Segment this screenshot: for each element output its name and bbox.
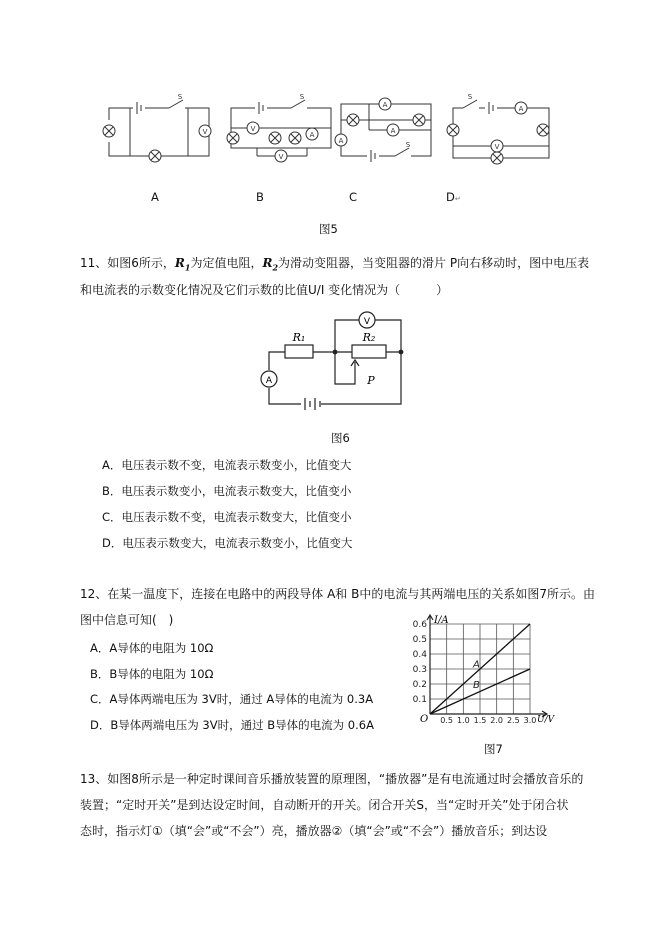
circuit-d (447, 100, 549, 164)
figure-7-chart (410, 612, 560, 724)
q11-r2-sub: 2 (272, 262, 279, 273)
q11-option-d: D．电压表示数变大，电流表示数变小，比值变大 (102, 536, 353, 550)
q12-line-1: 12、在某一温度下，连接在电路中的两段导体 A和 B中的电流与其两端电压的关系如图7所示。由 (80, 587, 595, 601)
q13-line-3: 态时，指示灯①（填“会”或“不会”）亮，播放器②（填“会”或“不会”）播放音乐；到达设 (80, 824, 548, 838)
chart-ylabel: I/A (434, 615, 449, 626)
circuit-b-switch-label: S (299, 93, 305, 101)
circuit-a-switch-label: S (177, 93, 183, 101)
y-tick-label: 0.3 (412, 665, 427, 675)
fig5-caption: 图5 (319, 222, 338, 236)
q11-line-2: 和电流表的示数变化情况及它们示数的比值U/I 变化情况为（ ） (80, 283, 449, 297)
y-tick-label: 0.1 (412, 695, 427, 705)
y-tick-label: 0.5 (412, 635, 427, 645)
circuit-c-ammeter: A (382, 101, 388, 109)
chart-origin: O (420, 714, 429, 724)
q11-line1-mid: 为定值电阻， (190, 256, 263, 270)
q11-line-1 (80, 256, 589, 274)
y-tick-label: 0.4 (412, 650, 427, 660)
circuit-b-ammeter: A (309, 131, 315, 139)
x-tick-label: 2.0 (490, 716, 504, 724)
circuit-c-ammeter-3: A (338, 137, 344, 145)
q13-line-1: 13、如图8所示是一种定时课间音乐播放装置的原理图，“播放器”是有电流通过时会播放音乐的 (80, 772, 584, 786)
circuit-d-voltmeter: V (494, 143, 500, 151)
circuit-a (98, 100, 211, 162)
q11-option-a: A．电压表示数不变，电流表示数变小，比值变大 (102, 458, 352, 472)
fig7-caption: 图7 (484, 742, 503, 756)
circuit-c-switch-label: S (405, 141, 411, 149)
q11-r1 (174, 256, 191, 273)
chart-xlabel: U/V (537, 715, 555, 724)
q11-r1-letter: R (174, 256, 185, 270)
figure-5-circuits (95, 90, 565, 170)
q11-option-b: B．电压表示数变小，电流表示数变大，比值变小 (102, 484, 352, 498)
q12-option-b: B．B导体的电阻为 10Ω (90, 667, 214, 681)
q11-r2 (262, 256, 279, 273)
circuit-d-switch-label: S (467, 93, 473, 101)
fig5-label-d-suffix: ↵ (454, 195, 461, 203)
x-tick-label: 2.5 (506, 716, 520, 724)
fig5-label-d-text: D (446, 190, 455, 204)
q11-r2-letter: R (262, 256, 273, 270)
fig6-r1-label: R₁ (292, 331, 306, 344)
circuit-c-ammeter-2: A (390, 127, 396, 135)
q11-line1-pre: 11、如图6所示， (80, 256, 175, 270)
fig6-p-label: P (367, 374, 375, 387)
fig5-label-c: C (349, 190, 358, 204)
q13-line-2: 装置；“定时开关”是到达设定时间，自动断开的开关。闭合开关S，当“定时开关”处于闭合状 (80, 798, 569, 812)
circuit-d-ammeter: A (518, 105, 524, 113)
circuit-a-voltmeter: V (202, 128, 208, 136)
x-tick-label: 0.5 (440, 716, 454, 724)
x-tick-label: 3.0 (523, 716, 537, 724)
figure-6-circuit (255, 308, 425, 414)
q11-line1-post: 为滑动变阻器，当变阻器的滑片 P向右移动时，图中电压表 (278, 256, 590, 270)
q11-option-c: C．电压表示数不变，电流表示数变大，比值变小 (102, 510, 352, 524)
x-tick-label: 1.0 (456, 716, 470, 724)
y-tick-label: 0.6 (412, 620, 427, 630)
fig5-label-a: A (151, 190, 159, 204)
fig6-caption: 图6 (331, 431, 350, 445)
fig6-voltmeter-label: V (363, 317, 371, 327)
x-tick-label: 1.5 (473, 716, 487, 724)
q12-option-c: C．A导体两端电压为 3V时，通过 A导体的电流为 0.3A (90, 692, 374, 706)
q12-line-2: 图中信息可知( ) (80, 613, 174, 627)
fig6-r2-label: R₂ (362, 331, 376, 344)
q12-option-d: D．B导体两端电压为 3V时，通过 B导体的电流为 0.6A (90, 718, 374, 732)
fig5-label-b: B (256, 190, 264, 204)
circuit-b-voltmeter-2: V (278, 153, 284, 161)
fig5-label-d (446, 190, 461, 206)
circuit-b-voltmeter: V (250, 125, 256, 133)
q12-option-a: A．A导体的电阻为 10Ω (90, 641, 214, 655)
series-label-a: A (473, 659, 480, 671)
y-tick-label: 0.2 (412, 680, 427, 690)
series-label-b: B (473, 679, 480, 691)
q11-r1-sub: 1 (184, 262, 191, 273)
fig6-ammeter-label: A (265, 376, 273, 386)
